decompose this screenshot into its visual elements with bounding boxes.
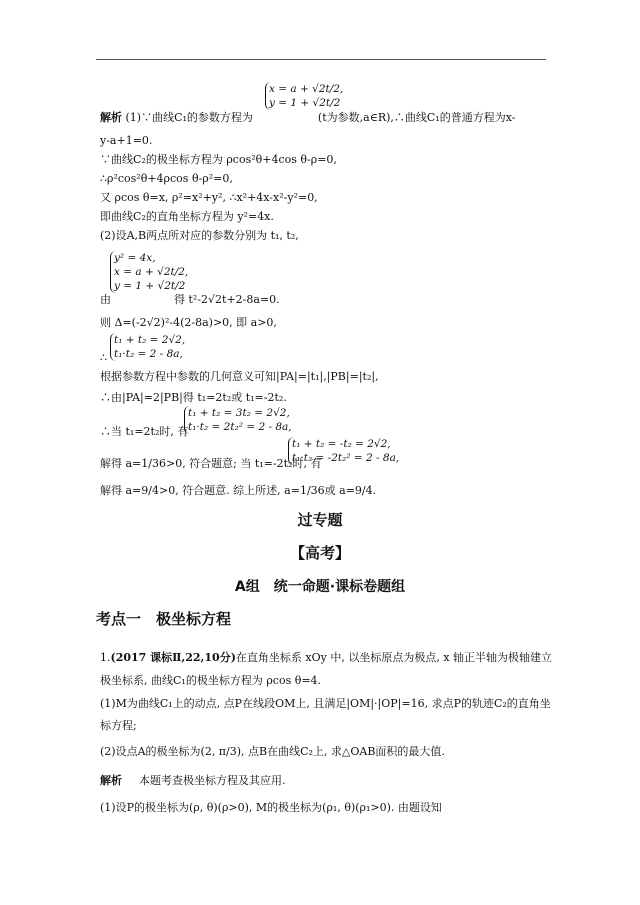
- system-5-row: t₁ + t₂ = -t₂ = 2√2,: [292, 438, 391, 450]
- solution-line: 解得 a=9/4>0, 符合题意. 综上所述, a=1/36或 a=9/4.: [100, 484, 377, 497]
- solution-line: 即曲线C₂的直角坐标方程为 y²=4x.: [100, 210, 274, 223]
- solution-line: ∵曲线C₂的极坐标方程为 ρcos²θ+4cos θ-ρ=0,: [100, 153, 337, 166]
- text-you: 由: [100, 293, 111, 306]
- text-c1: (1)∵曲线C₁的参数方程为: [125, 111, 253, 124]
- system-2-row: y = 1 + √2t/2: [114, 280, 186, 292]
- system-5-row: t₁·t₂ = -2t₂² = 2 - 8a,: [292, 452, 400, 464]
- solution-line: 则 Δ=(-2√2)²-4(2-8a)>0, 即 a>0,: [100, 316, 277, 329]
- system-c1: [265, 82, 343, 110]
- solution-line: 解得 a=1/36>0, 符合题意; 当 t₁=-2t₂时, 有: [100, 457, 322, 470]
- solution-line: y-a+1=0.: [100, 134, 153, 147]
- question-line: 极坐标系, 曲线C₁的极坐标方程为 ρcos θ=4.: [100, 674, 322, 687]
- text-de: 得 t²-2√2t+2-8a=0.: [174, 293, 280, 306]
- question-line: 标方程;: [100, 719, 137, 732]
- system-4: [184, 406, 292, 434]
- question-text: 在直角坐标系 xOy 中, 以坐标原点为极点, x 轴正半轴为极轴建立: [235, 651, 553, 664]
- system-3: [110, 333, 185, 361]
- heading-guo-zhuanti: 过专题: [297, 511, 343, 529]
- heading-group-a: A组 统一命题·课标卷题组: [234, 579, 406, 595]
- answer-line: [100, 773, 286, 788]
- system-2: [110, 251, 188, 293]
- solution-line: [100, 292, 280, 307]
- solution-line: 根据参数方程中参数的几何意义可知|PA|=|t₁|,|PB|=|t₂|,: [100, 370, 379, 383]
- solution-line: ∴当 t₁=2t₂时, 有: [100, 425, 189, 438]
- text-c1-tail: (t为参数,a∈R),∴曲线C₁的普通方程为x-: [317, 111, 516, 124]
- top-rule: [96, 59, 546, 60]
- answer-intro: 本题考查极坐标方程及其应用.: [139, 774, 286, 787]
- question-line: (2)设点A的极坐标为(2, π/3), 点B在曲线C₂上, 求△OAB面积的最大值.: [100, 745, 445, 758]
- heading-gaokao: 【高考】: [289, 544, 350, 562]
- question-line: [100, 650, 552, 665]
- jiexi-label: 解析: [100, 774, 122, 787]
- question-line: (1)M为曲线C₁上的动点, 点P在线段OM上, 且满足|OM|·|OP|=16, 求点P的轨迹C₂的直角坐: [100, 697, 551, 710]
- solution-line-1: [100, 110, 515, 125]
- solution-line: (2)设A,B两点所对应的参数分别为 t₁, t₂,: [100, 229, 299, 242]
- system-3-row: t₁ + t₂ = 2√2,: [114, 334, 186, 346]
- solution-line: ∴由|PA|=2|PB|得 t₁=2t₂或 t₁=-2t₂.: [100, 391, 287, 404]
- system-2-row: x = a + √2t/2,: [114, 266, 189, 278]
- jiexi-label: 解析: [100, 111, 122, 124]
- question-source: (2017 课标Ⅱ,22,10分): [110, 651, 236, 664]
- question-number: 1.: [100, 651, 111, 664]
- answer-line: (1)设P的极坐标为(ρ, θ)(ρ>0), M的极坐标为(ρ₁, θ)(ρ₁>0). 由题设知: [100, 801, 442, 814]
- system-3-row: t₁·t₂ = 2 - 8a,: [114, 348, 183, 360]
- system-4-row: t₁·t₂ = 2t₂² = 2 - 8a,: [188, 421, 292, 433]
- system-c1-row: y = 1 + √2t/2: [269, 97, 341, 109]
- system-4-row: t₁ + t₂ = 3t₂ = 2√2,: [188, 407, 290, 419]
- solution-line: 又 ρcos θ=x, ρ²=x²+y², ∴x²+4x-x²-y²=0,: [100, 191, 318, 204]
- therefore-mark: ∴: [100, 351, 107, 364]
- heading-point-1: 考点一 极坐标方程: [96, 610, 232, 628]
- solution-line: ∴ρ²cos²θ+4ρcos θ-ρ²=0,: [100, 172, 233, 185]
- system-c1-row: x = a + √2t/2,: [269, 83, 344, 95]
- system-2-row: y² = 4x,: [114, 252, 156, 264]
